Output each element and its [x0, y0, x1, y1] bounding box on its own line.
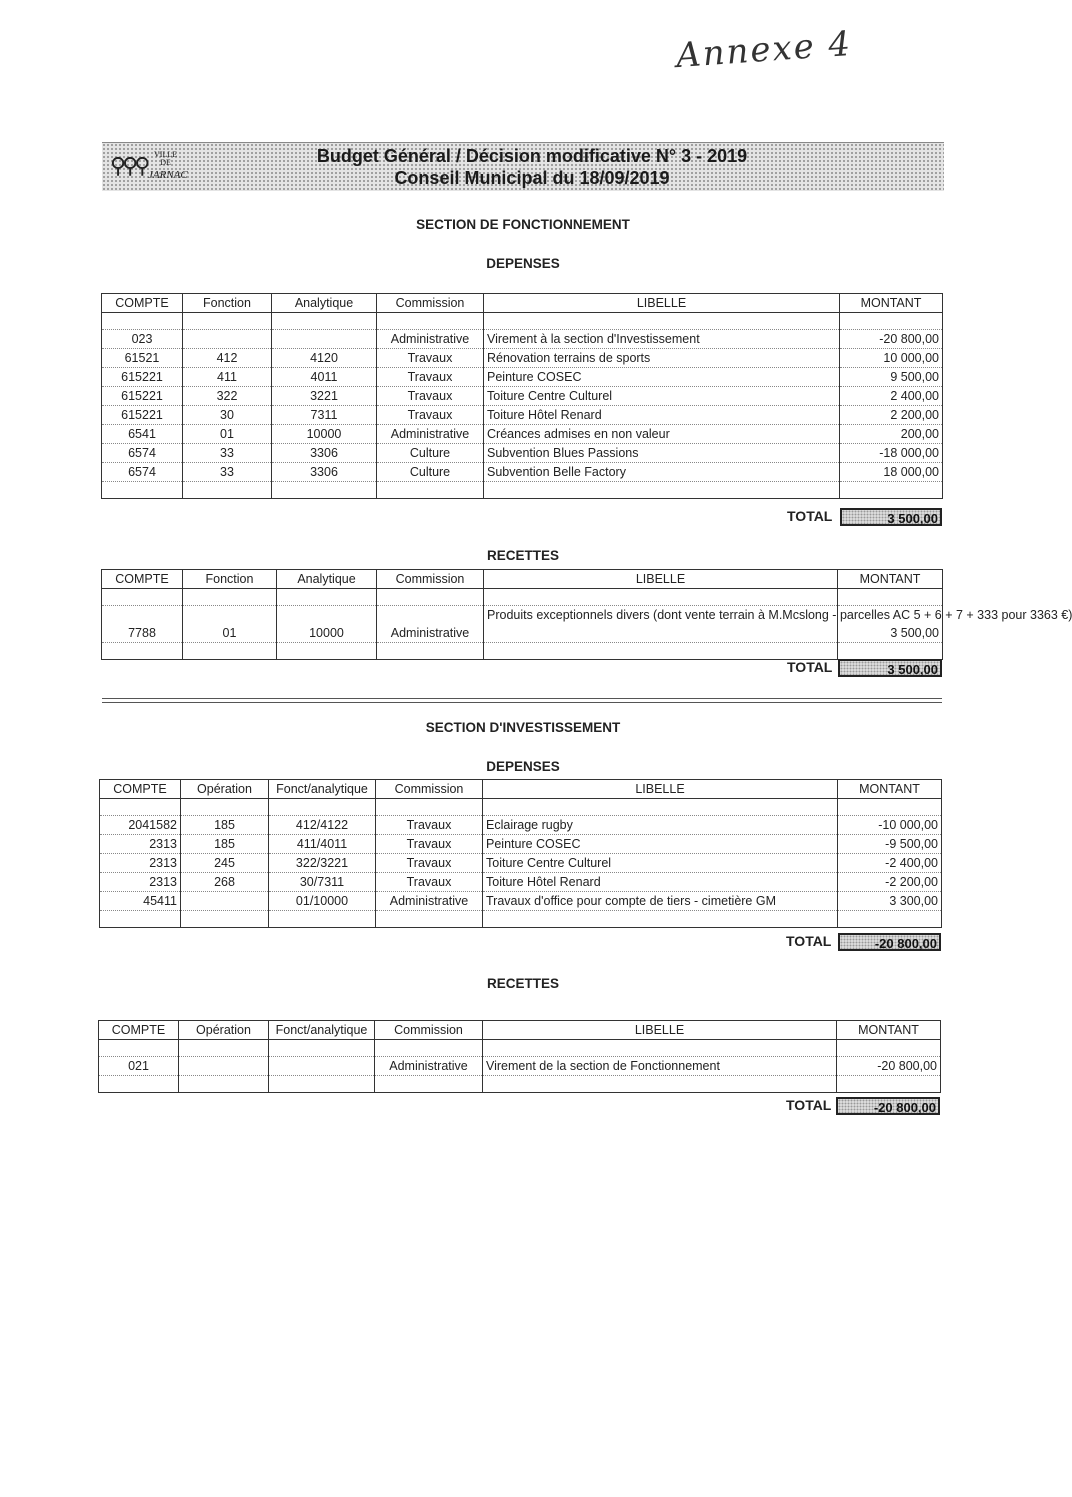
cell-libelle: Produits exceptionnels divers (dont vente terrain à M.Mcslong - parcelles AC 5 + 6 + 7 + 333 pour 3363 €) [484, 606, 838, 643]
cell-commission: Travaux [376, 835, 483, 854]
col-header-fonction: Fonction [183, 294, 272, 313]
cell-libelle: Travaux d'office pour compte de tiers - cimetière GM [483, 892, 838, 911]
table-row-blank [100, 911, 942, 928]
col-header-libelle: LIBELLE [483, 1021, 837, 1040]
cell-commission: Culture [377, 444, 484, 463]
cell-commission: Travaux [377, 387, 484, 406]
table-row [100, 873, 942, 892]
cell-analytique: 3306 [272, 444, 377, 463]
cell-montant: -2 200,00 [838, 873, 942, 892]
heading-fonct-recettes: RECETTES [486, 548, 559, 563]
total-value: 3 500,00 [840, 508, 942, 526]
col-header-commission: Commission [377, 294, 484, 313]
city-logo [110, 149, 202, 185]
table-row [99, 1057, 941, 1076]
handwritten-annex-note: Annexe 4 [674, 23, 854, 77]
total-label: TOTAL [787, 659, 833, 675]
col-header-analytique: Analytique [272, 294, 377, 313]
col-header-libelle: LIBELLE [484, 570, 838, 589]
cell-commission: Administrative [377, 606, 484, 643]
cell-operation [181, 892, 269, 911]
col-header-analytique: Analytique [277, 570, 377, 589]
cell-commission: Administrative [377, 330, 484, 349]
cell-montant: 9 500,00 [840, 368, 943, 387]
col-header-compte: COMPTE [99, 1021, 179, 1040]
cell-analytique: 3221 [272, 387, 377, 406]
cell-operation [179, 1057, 269, 1076]
total-label: TOTAL [786, 933, 832, 949]
cell-libelle: Toiture Hôtel Renard [483, 873, 838, 892]
col-header-compte: COMPTE [100, 780, 181, 799]
section-divider [102, 702, 942, 703]
table-row-blank [102, 482, 943, 499]
total-label: TOTAL [786, 1097, 832, 1113]
table-row [102, 368, 943, 387]
table-row-blank [99, 1076, 941, 1093]
cell-libelle: Peinture COSEC [483, 835, 838, 854]
cell-commission: Travaux [376, 816, 483, 835]
cell-libelle: Créances admises en non valeur [484, 425, 840, 444]
total-value: -20 800,00 [838, 933, 941, 951]
logo-figures-icon: ⚲⚲⚲ [110, 153, 147, 178]
table-invest-recettes [98, 1020, 941, 1093]
cell-compte: 2313 [100, 835, 181, 854]
cell-fonction: 33 [183, 463, 272, 482]
cell-operation: 185 [181, 816, 269, 835]
table-row [102, 349, 943, 368]
cell-montant: -18 000,00 [840, 444, 943, 463]
cell-compte: 021 [99, 1057, 179, 1076]
cell-commission: Travaux [376, 854, 483, 873]
cell-fonction: 33 [183, 444, 272, 463]
cell-commission: Travaux [377, 406, 484, 425]
cell-commission: Culture [377, 463, 484, 482]
document-header [102, 142, 944, 191]
logo-ville-text: VILLE DE [154, 150, 178, 167]
table-row-blank [102, 313, 943, 330]
col-header-libelle: LIBELLE [484, 294, 840, 313]
cell-analytique: 7311 [272, 406, 377, 425]
cell-commission: Administrative [377, 425, 484, 444]
cell-operation: 245 [181, 854, 269, 873]
cell-montant: -9 500,00 [838, 835, 942, 854]
cell-commission: Administrative [376, 892, 483, 911]
cell-fonction: 412 [183, 349, 272, 368]
section-title-fonctionnement: SECTION DE FONCTIONNEMENT [416, 217, 630, 232]
col-header-operation: Opération [179, 1021, 269, 1040]
cell-compte: 6574 [102, 444, 183, 463]
col-header-operation: Opération [181, 780, 269, 799]
cell-compte: 6574 [102, 463, 183, 482]
heading-invest-recettes: RECETTES [486, 976, 559, 991]
col-header-compte: COMPTE [102, 294, 183, 313]
table-row-blank [99, 1040, 941, 1057]
table-row [102, 606, 943, 643]
cell-commission: Travaux [377, 368, 484, 387]
cell-analytique: 3306 [272, 463, 377, 482]
cell-libelle: Toiture Centre Culturel [483, 854, 838, 873]
cell-compte: 7788 [102, 606, 183, 643]
table-header-row [102, 570, 943, 589]
cell-operation: 185 [181, 835, 269, 854]
cell-montant: 2 200,00 [840, 406, 943, 425]
table-row [102, 387, 943, 406]
table-row [102, 330, 943, 349]
cell-montant: 3 500,00 [838, 606, 943, 643]
cell-compte: 2313 [100, 854, 181, 873]
table-row-blank [100, 799, 942, 816]
cell-compte: 023 [102, 330, 183, 349]
table-row [102, 444, 943, 463]
cell-libelle: Eclairage rugby [483, 816, 838, 835]
table-row [100, 835, 942, 854]
cell-compte: 615221 [102, 368, 183, 387]
table-row [100, 854, 942, 873]
cell-montant: -2 400,00 [838, 854, 942, 873]
cell-libelle: Rénovation terrains de sports [484, 349, 840, 368]
col-header-commission: Commission [377, 570, 484, 589]
cell-fonction: 01 [183, 606, 277, 643]
cell-compte: 615221 [102, 406, 183, 425]
table-row-blank [102, 643, 943, 660]
logo-city-name: JARNAC [148, 169, 188, 181]
cell-analytique: 4011 [272, 368, 377, 387]
cell-fonct-analytique [269, 1057, 375, 1076]
cell-libelle: Toiture Centre Culturel [484, 387, 840, 406]
cell-compte: 2313 [100, 873, 181, 892]
cell-montant: -10 000,00 [838, 816, 942, 835]
cell-montant: 3 300,00 [838, 892, 942, 911]
table-invest-depenses [99, 779, 942, 928]
cell-libelle: Virement à la section d'Investissement [484, 330, 840, 349]
cell-fonction: 01 [183, 425, 272, 444]
cell-operation: 268 [181, 873, 269, 892]
col-header-fonction: Fonction [183, 570, 277, 589]
col-header-commission: Commission [376, 780, 483, 799]
cell-fonct-analytique: 411/4011 [269, 835, 376, 854]
cell-libelle: Subvention Blues Passions [484, 444, 840, 463]
cell-libelle: Toiture Hôtel Renard [484, 406, 840, 425]
table-row-blank [102, 589, 943, 606]
col-header-fonct-analytique: Fonct/analytique [269, 1021, 375, 1040]
cell-libelle: Subvention Belle Factory [484, 463, 840, 482]
col-header-fonct-analytique: Fonct/analytique [269, 780, 376, 799]
heading-invest-depenses: DEPENSES [486, 759, 560, 774]
col-header-compte: COMPTE [102, 570, 183, 589]
total-label: TOTAL [787, 508, 833, 524]
cell-commission: Administrative [375, 1057, 483, 1076]
table-row [102, 425, 943, 444]
cell-libelle: Virement de la section de Fonctionnement [483, 1057, 837, 1076]
cell-fonction: 30 [183, 406, 272, 425]
table-fonct-depenses [101, 293, 943, 499]
cell-compte: 2041582 [100, 816, 181, 835]
cell-montant: 2 400,00 [840, 387, 943, 406]
cell-fonct-analytique: 30/7311 [269, 873, 376, 892]
col-header-libelle: LIBELLE [483, 780, 838, 799]
table-row [102, 406, 943, 425]
cell-fonct-analytique: 412/4122 [269, 816, 376, 835]
table-row [100, 816, 942, 835]
section-divider [102, 698, 942, 699]
col-header-montant: MONTANT [840, 294, 943, 313]
cell-montant: -20 800,00 [840, 330, 943, 349]
table-header-row [102, 294, 943, 313]
col-header-montant: MONTANT [838, 570, 943, 589]
cell-compte: 61521 [102, 349, 183, 368]
col-header-montant: MONTANT [837, 1021, 941, 1040]
col-header-commission: Commission [375, 1021, 483, 1040]
cell-montant: 200,00 [840, 425, 943, 444]
cell-montant: 18 000,00 [840, 463, 943, 482]
table-row [100, 892, 942, 911]
cell-fonction [183, 330, 272, 349]
cell-compte: 45411 [100, 892, 181, 911]
cell-fonction: 411 [183, 368, 272, 387]
section-title-investissement: SECTION D'INVESTISSEMENT [425, 720, 621, 735]
total-value: -20 800,00 [836, 1097, 940, 1115]
cell-fonction: 322 [183, 387, 272, 406]
cell-montant: 10 000,00 [840, 349, 943, 368]
cell-analytique: 10000 [277, 606, 377, 643]
cell-analytique [272, 330, 377, 349]
table-header-row [99, 1021, 941, 1040]
heading-fonct-depenses: DEPENSES [486, 256, 560, 271]
cell-montant: -20 800,00 [837, 1057, 941, 1076]
cell-fonct-analytique: 01/10000 [269, 892, 376, 911]
col-header-montant: MONTANT [838, 780, 942, 799]
cell-fonct-analytique: 322/3221 [269, 854, 376, 873]
table-fonct-recettes [101, 569, 1072, 660]
table-header-row [100, 780, 942, 799]
document-title: Budget Général / Décision modificative N° 3 - 2019 [316, 146, 748, 166]
cell-commission: Travaux [377, 349, 484, 368]
cell-analytique: 4120 [272, 349, 377, 368]
table-row [102, 463, 943, 482]
cell-compte: 615221 [102, 387, 183, 406]
cell-analytique: 10000 [272, 425, 377, 444]
document-subtitle: Conseil Municipal du 18/09/2019 [394, 168, 670, 188]
cell-libelle: Peinture COSEC [484, 368, 840, 387]
cell-commission: Travaux [376, 873, 483, 892]
cell-compte: 6541 [102, 425, 183, 444]
total-value: 3 500,00 [838, 659, 942, 677]
